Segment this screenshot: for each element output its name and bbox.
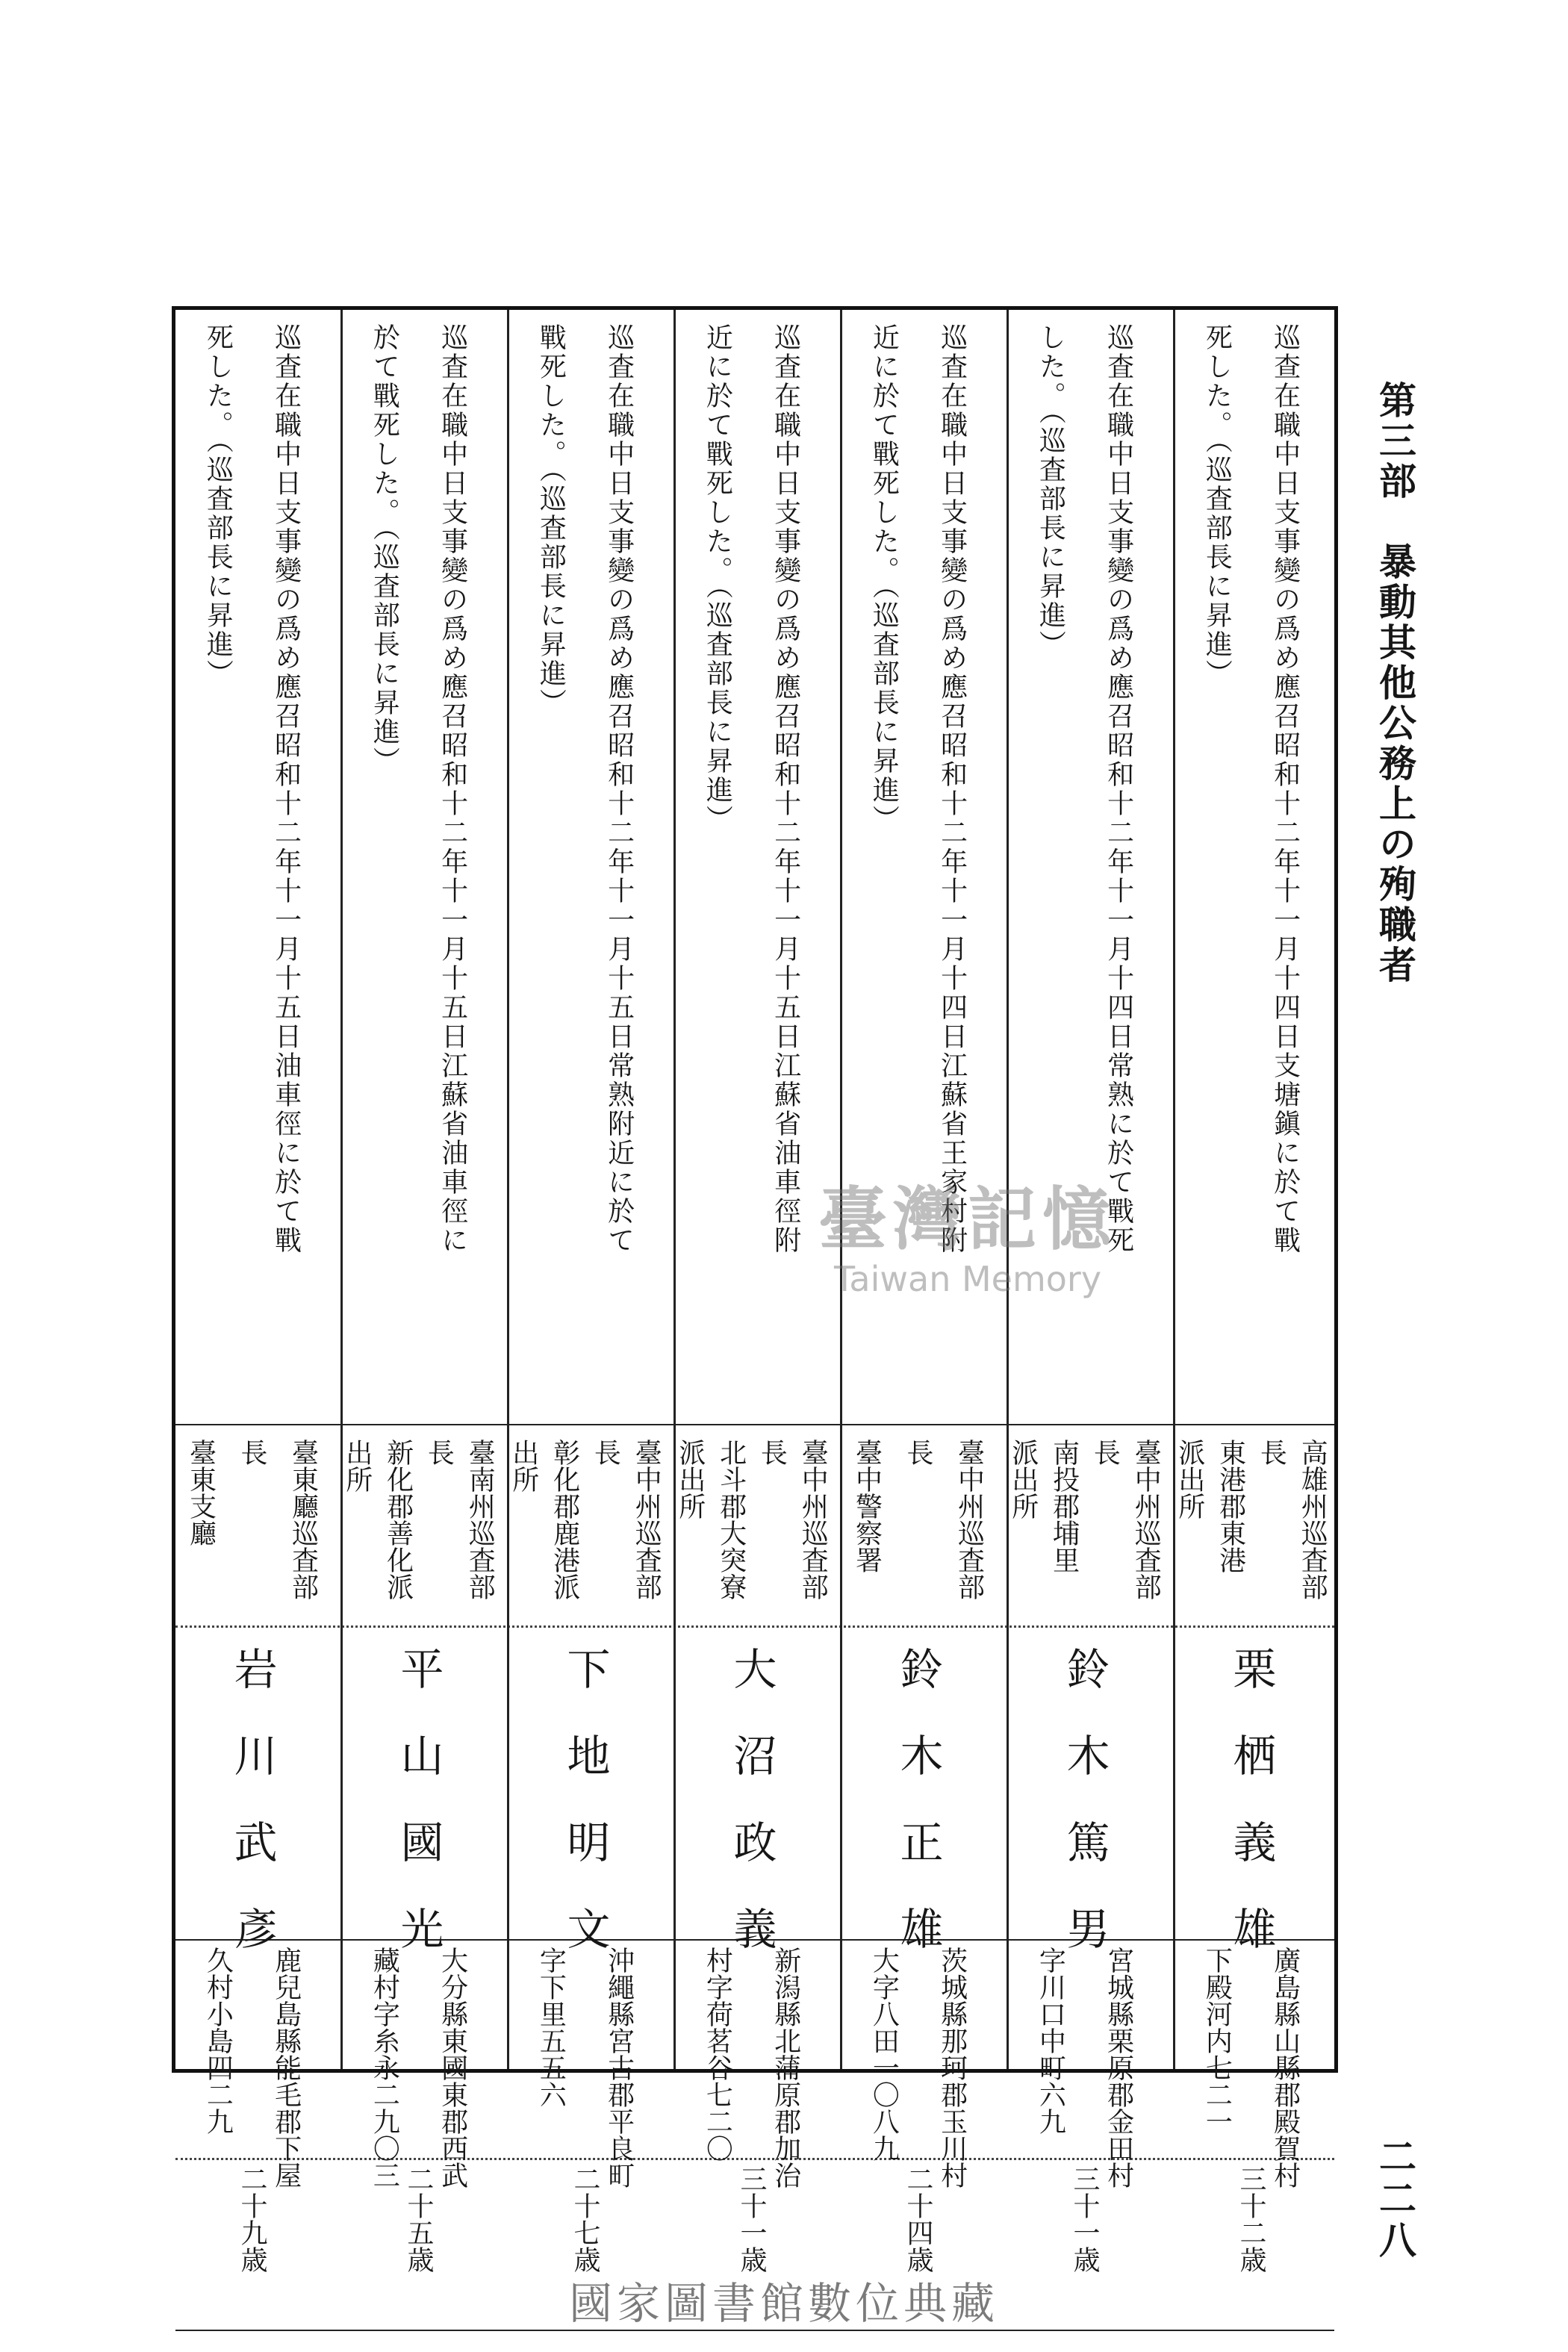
domicile-line: 藏村字糸永二九〇三: [369, 1947, 400, 2188]
page-number: 二二八: [1373, 2137, 1417, 2262]
domicile-line: 大分縣東國東郡西武: [437, 1947, 468, 2188]
police-post-line: 出所: [341, 1439, 373, 1493]
police-post-line: 臺南州巡査部: [464, 1439, 496, 1600]
officer-name-line: 平山國光: [393, 1646, 444, 1993]
police-post-line: 長: [423, 1439, 455, 1466]
domicile-line: 新潟縣北蒲原郡加治: [770, 1947, 801, 2188]
record-column: [502, 310, 668, 2273]
cause-of-death-line: 近に於て戰死した。（巡査部長に昇進）: [868, 323, 900, 834]
cause-of-death-line: 巡査在職中日支事變の爲め應召昭和十二年十一月十五日常熟附近に於て: [603, 323, 635, 1255]
cause-of-death: [502, 323, 668, 1415]
record-column: [668, 310, 835, 2273]
cause-of-death-line: 巡査在職中日支事變の爲め應召昭和十二年十一月十四日常熟に於て戰死: [1103, 323, 1134, 1255]
police-post-line: 臺中州巡査部: [797, 1439, 829, 1600]
police-post-line: 長: [903, 1439, 933, 1466]
cause-of-death: [169, 323, 335, 1415]
cause-of-death: [1001, 323, 1168, 1415]
officer-name-line: 栗栖義雄: [1225, 1646, 1277, 1993]
age-at-death-line: 二十五歳: [403, 2165, 434, 2273]
police-post-line: 派出所: [674, 1439, 706, 1519]
cause-of-death-line: 近に於て戰死した。（巡査部長に昇進）: [702, 323, 733, 834]
record-column: [335, 310, 502, 2273]
cause-of-death: [335, 323, 502, 1415]
police-post-line: 臺東支廳: [185, 1439, 217, 1546]
officer-name-line: 下地明文: [559, 1646, 611, 1993]
age-at-death-line: 三十二歳: [1236, 2165, 1266, 2273]
record-column: [1168, 310, 1334, 2273]
cause-of-death-line: 死した。（巡査部長に昇進）: [1201, 323, 1233, 688]
domicile-line: 字川口中町六九: [1035, 1947, 1066, 2135]
police-post-line: 東港郡東港: [1215, 1439, 1246, 1573]
age-at-death-line: 三十一歳: [736, 2165, 767, 2273]
police-post-line: 長: [756, 1439, 788, 1466]
police-post-line: 新化郡善化派: [382, 1439, 414, 1600]
officer-name-line: 鈴木篤男: [1059, 1646, 1110, 1993]
officer-name: [169, 1646, 335, 1993]
officer-name-line: 鈴木正雄: [892, 1646, 944, 1993]
domicile-line: 茨城縣那珂郡玉川村: [936, 1947, 968, 2188]
watermark-logo-subtext: Taiwan Memory: [833, 1259, 1102, 1299]
police-post: [668, 1439, 835, 1622]
cause-of-death-line: 巡査在職中日支事變の爲め應召昭和十二年十一月十五日油車徑に於て戰: [270, 323, 302, 1255]
cause-of-death-line: した。（巡査部長に昇進）: [1035, 323, 1066, 659]
police-post-line: 臺中州巡査部: [631, 1439, 662, 1600]
cause-of-death-line: 巡查在職中日支事變の爲め應召昭和十二年十一月十四日支塘鎭に於て戰: [1269, 323, 1301, 1255]
cause-of-death-line: 巡査在職中日支事變の爲め應召昭和十二年十一月十五日江蘇省油車徑に: [437, 323, 468, 1255]
domicile: [502, 1947, 668, 2188]
domicile-line: 廣島縣山縣郡殿賀村: [1269, 1947, 1301, 2188]
police-post-line: 出所: [508, 1439, 539, 1493]
police-post-line: 長: [237, 1439, 267, 1466]
cause-of-death-line: 戰死した。（巡査部長に昇進）: [535, 323, 567, 718]
police-post: [169, 1439, 335, 1622]
police-post-line: 長: [1256, 1439, 1287, 1466]
police-post-line: 臺中州巡査部: [953, 1439, 985, 1600]
age-at-death-line: 二十九歳: [237, 2165, 267, 2273]
police-post-line: 長: [1089, 1439, 1121, 1466]
police-post: [835, 1439, 1001, 1622]
domicile: [1001, 1947, 1168, 2188]
cause-of-death: [1168, 323, 1334, 1415]
domicile-line: 宮城縣栗原郡金田村: [1103, 1947, 1134, 2188]
officer-name: [335, 1646, 502, 1993]
age-at-death-line: 二十四歳: [903, 2165, 933, 2273]
police-post: [502, 1439, 668, 1622]
domicile-line: 村字荷茗谷七二〇: [702, 1947, 733, 2162]
domicile: [835, 1947, 1001, 2188]
officer-name: [1001, 1646, 1168, 1993]
police-post: [335, 1439, 502, 1622]
age-at-death-line: 三十一歳: [1069, 2165, 1100, 2273]
record-column: [169, 310, 335, 2273]
cause-of-death-line: 死した。（巡査部長に昇進）: [202, 323, 234, 688]
police-post-line: 高雄州巡査部: [1297, 1439, 1328, 1600]
police-post-line: 臺中州巡査部: [1130, 1439, 1162, 1600]
record-table: [172, 306, 1338, 2273]
page-title: 第三部 暴動其他公務上の殉職者: [1373, 381, 1417, 986]
police-post-line: 長: [590, 1439, 621, 1466]
domicile: [668, 1947, 835, 2188]
police-post-line: 南投郡埔里: [1048, 1439, 1080, 1573]
cause-of-death: [668, 323, 835, 1415]
cause-of-death-line: 巡査在職中日支事變の爲め應召昭和十二年十一月十五日江蘇省油車徑附: [770, 323, 801, 1255]
record-column: [835, 310, 1001, 2273]
domicile-line: 下殿河内七二一: [1201, 1947, 1233, 2135]
police-post-line: 臺東廳巡査部: [287, 1439, 319, 1600]
domicile: [169, 1947, 335, 2188]
domicile-line: 久村小島四二九: [202, 1947, 234, 2135]
domicile-line: 大字八田一〇八九: [868, 1947, 900, 2162]
officer-name: [502, 1646, 668, 1993]
footer-credit: 國家圖書館數位典藏: [568, 2278, 999, 2329]
domicile-line: 字下里五五六: [535, 1947, 567, 2108]
age-at-death-line: 二十七歳: [570, 2165, 600, 2273]
police-post-line: 派出所: [1174, 1439, 1205, 1519]
officer-name: [668, 1646, 835, 1993]
cause-of-death: [835, 323, 1001, 1415]
police-post-line: 派出所: [1007, 1439, 1039, 1519]
row-divider-age: [175, 2158, 1334, 2160]
officer-name-line: 大沼政義: [726, 1646, 777, 1993]
police-post: [1168, 1439, 1334, 1622]
page-header: [1368, 381, 1422, 2262]
police-post-line: 北斗郡大突寮: [715, 1439, 747, 1600]
cause-of-death-line: 於て戰死した。（巡査部長に昇進）: [369, 323, 400, 776]
domicile-line: 沖繩縣宮古郡平良町: [603, 1947, 635, 2188]
police-post-line: 彰化郡鹿港派: [549, 1439, 580, 1600]
officer-name: [1168, 1646, 1334, 1993]
domicile: [335, 1947, 502, 2188]
officer-name: [835, 1646, 1001, 1993]
police-post-line: 臺中警察署: [851, 1439, 883, 1573]
cause-of-death-line: 巡査在職中日支事變の爲め應召昭和十二年十一月十四日江蘇省王家村附: [936, 323, 968, 1255]
police-post: [1001, 1439, 1168, 1622]
officer-name-line: 岩川武彥: [226, 1646, 278, 1993]
domicile: [1168, 1947, 1334, 2188]
domicile-line: 鹿兒島縣能毛郡下屋: [270, 1947, 302, 2188]
record-column: [1001, 310, 1168, 2273]
watermark-logo-text: 臺灣記憶: [818, 1179, 1118, 1260]
